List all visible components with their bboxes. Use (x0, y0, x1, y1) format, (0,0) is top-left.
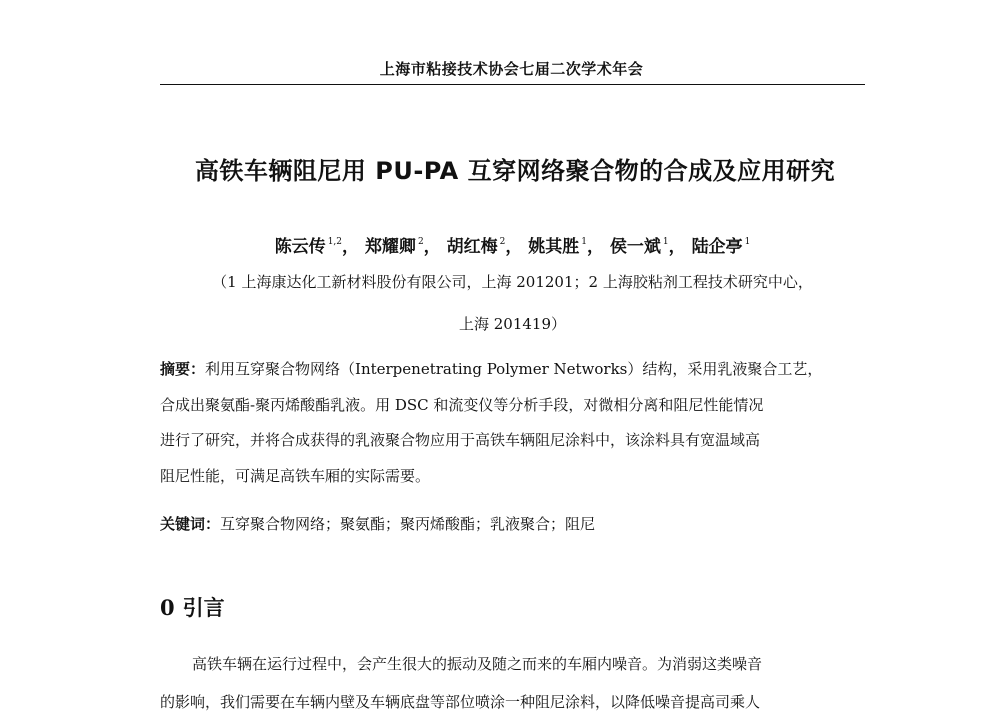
author: 姚其胜 $^1$， (528, 237, 604, 257)
affiliation-line-1: （1 上海康达化工新材料股份有限公司，上海 201201；2 上海胶粘剂工程技术研究中心， (212, 273, 813, 291)
section-number: 0 (160, 595, 175, 620)
abstract-line: 摘要：利用互穿聚合物网络（Interpenetrating Polymer Networks）结构，采用乳液聚合工艺， (160, 360, 823, 378)
body-line: 的影响，我们需要在车辆内壁及车辆底盘等部位喷涂一种阻尼涂料，以降低噪音提高司乘人 (160, 693, 761, 711)
body-line: 高铁车辆在运行过程中，会产生很大的振动及随之而来的车厢内噪音。为消弱这类噪音 (192, 655, 763, 673)
author: 胡红梅 $^2$， (446, 237, 523, 257)
author: 陆企亭 $^1$ (691, 237, 751, 257)
abstract-label: 摘要： (160, 360, 206, 378)
abstract-line: 阻尼性能，可满足高铁车厢的实际需要。 (160, 466, 431, 485)
keywords (160, 513, 865, 534)
author: 郑耀卿 $^2$， (364, 237, 441, 257)
section-title: 引言 (182, 596, 225, 620)
section-heading (160, 592, 225, 622)
keywords-text: 互穿聚合物网络；聚氨酯；聚丙烯酸酯；乳液聚合；阻尼 (220, 515, 596, 533)
keywords-label: 关键词： (160, 515, 221, 533)
abstract-line: 进行了研究，并将合成获得的乳液聚合物应用于高铁车辆阻尼涂料中，该涂料具有宽温域高 (160, 431, 761, 449)
abstract-line: 合成出聚氨酯-聚丙烯酸酯乳液。用 DSC 和流变仪等分析手段，对微相分离和阻尼性能情况 (160, 395, 764, 414)
author: 侯一斌 $^1$， (609, 237, 686, 257)
running-header: 上海市粘接技术协会七届二次学术年会 (379, 60, 644, 78)
author: 陈云传 $^{1,2}$， (274, 237, 360, 257)
abstract (160, 352, 865, 494)
header-rule (160, 84, 865, 85)
paper-title: 高铁车辆阻尼用 PU-PA 互穿网络聚合物的合成及应用研究 (194, 157, 836, 185)
section-body (160, 645, 865, 721)
author-list (160, 232, 865, 257)
affiliation-line-2: 上海 201419） (458, 315, 567, 333)
